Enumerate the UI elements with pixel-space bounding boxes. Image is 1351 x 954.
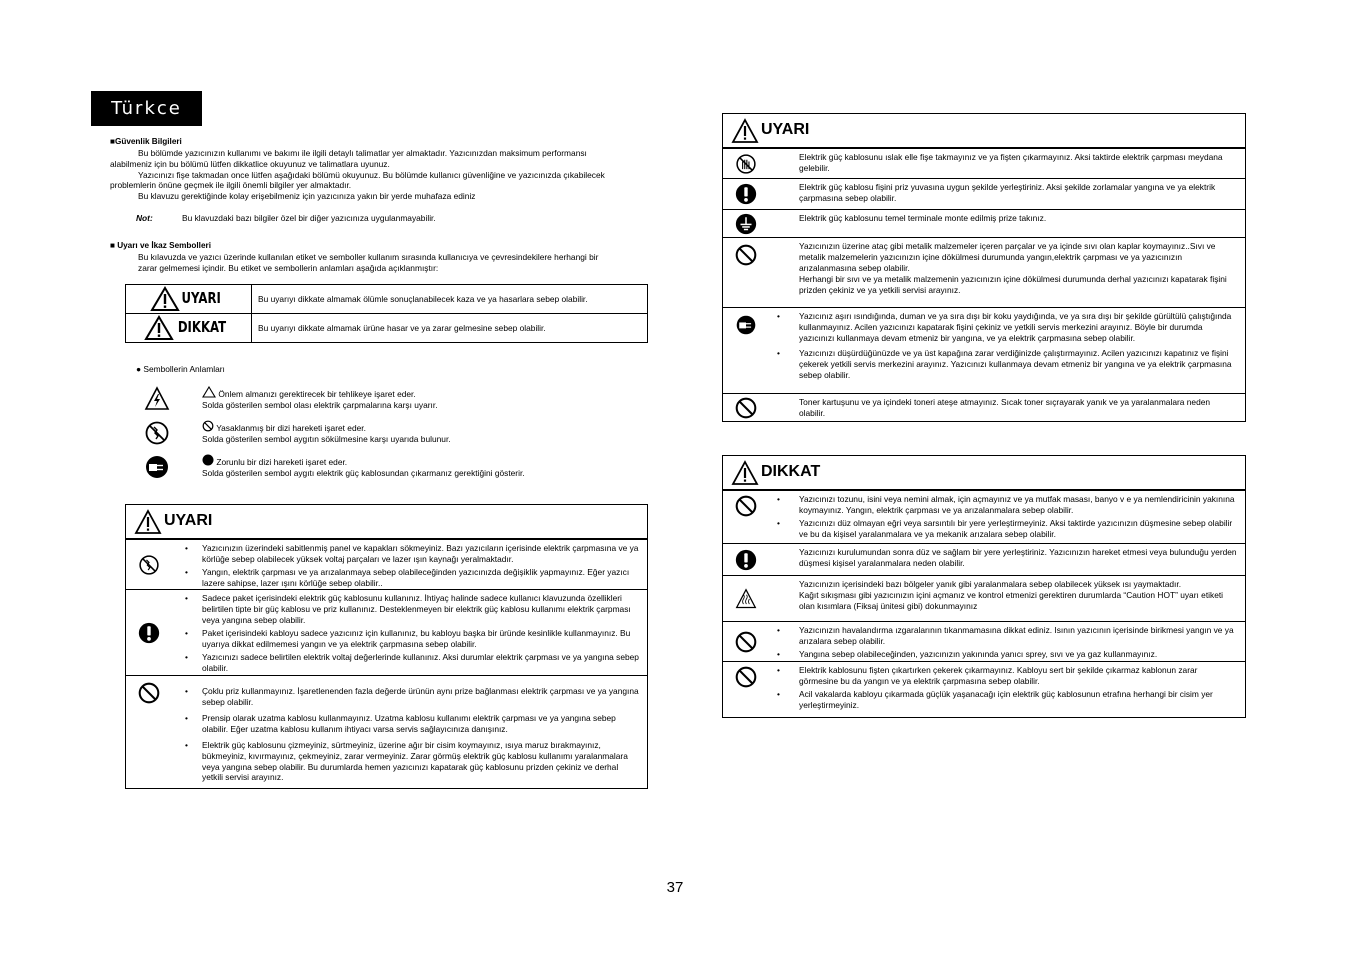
note-text: Bu klavuzdaki bazı bilgiler özel bir diğer yazıcınıza uygulanmayabilir. — [182, 213, 436, 223]
warning-row — [126, 589, 647, 675]
warning-box-title: UYARI — [164, 512, 213, 530]
warning-box-right — [722, 113, 1246, 422]
caution-item: • Yangına sebep olabileceğinden, yazıcınızın yakınında yanıcı sprey, sıvı ve ya gaz kullanmayınız. — [799, 649, 1237, 660]
symbols-line: Bu kılavuzda ve yazıcı üzerinde kullanılan etiket ve semboller kullanım sırasında kullanıcıya ve çevresindekilere herhangi bir — [138, 251, 599, 262]
warning-item: • Yazıcınız aşırı ısındığında, duman ve ya sıra dışı bir koku yaydığında, ve ya sıra dışı bir şekilde gürültülü çalıştığında kullanmayınız. Acilen yazıcınızı kapatarak fişini çekiniz ve yetkili servis merkezini arayınız. Böyle bir durumda yazıcınızı kullanmaya devam etmeniz bir yangına, ve ya elektrik çarpmasına sebep olabilir. — [799, 311, 1237, 344]
intro-line: alabilmeniz için bu bölümü lütfen dikkatlice okuyunuz ve talimatlara uyunuz. — [110, 158, 390, 169]
warning-row — [723, 307, 1245, 393]
caution-box-title: DIKKAT — [761, 463, 821, 481]
caution-row — [723, 543, 1245, 575]
symbol-meanings — [136, 364, 656, 478]
signal-word: DIKKAT — [177, 318, 226, 337]
unplug-icon — [735, 314, 757, 336]
meaning-line: Solda gösterilen sembol aygıtın sökülmesine karşı uyarıda bulunur. — [202, 433, 451, 444]
warning-item: • Sadece paket içerisindeki elektrik güç kablosunu kullanınız. İhtiyaç halinde sadece kullanıcı klavuzunda özellikleri belirtilen tipte bir güç kablosu ve priz kullanınız. Desteklenmeyen bir elektrik güç kablosu kullanımı elektrik çarpması veya yangına sebep olabilir. — [202, 593, 639, 626]
warning-item: • Yangın, elektrik çarpması ve ya arızalanmaya sebep olabileceğinden yazıcınızda değişiklik yapmayınız. Eğer yazıcı lazere sahipse, lazer ışını körlüğe sebep olabilir.. — [202, 567, 639, 589]
caution-row — [723, 575, 1245, 621]
caution-box-header — [723, 456, 1245, 490]
warning-box-header — [126, 505, 647, 539]
warning-item: • Yazıcınızı düşürdüğünüzde ve ya üst kapağına zarar verdiğinizde çalıştırmayınız. Acilen yazıcınızı kapatınız ve fişini çekerek yetkili servis merkezini arayınız. Yazıcınızı kullanmaya devam etmeniz bir yangına ve ya elektrik çarpmasına sebep olabilir. — [799, 348, 1237, 381]
warning-item: • Paket içerisindeki kabloyu sadece yazıcınız için kullanınız, bu kabloyu başka bir üründe kesinlikle kullanmayınız. Bu uyarıya dikkat edilmemesi yangın ve ya elektrik çarpmasına sebep olabilir. — [202, 628, 639, 650]
signal-word: UYARI — [182, 289, 222, 308]
prohibited-icon — [735, 495, 757, 517]
signal-description: Bu uyarıyı dikkate almamak ürüne hasar ve ya zarar gelmesine sebep olabilir. — [252, 314, 648, 343]
signal-word-cell — [126, 314, 252, 343]
prohibited-icon — [735, 244, 757, 266]
page-number: 37 — [666, 879, 684, 896]
warning-row — [723, 209, 1245, 237]
warning-text: Herhangi bir sıvı ve ya metalik malzemenin yazıcınızın içine dökülmesi durumunda derhal yazıcınızı kapatarak fişini prizden çekiniz ve ya yetkili servisi arayınız. — [799, 273, 1227, 295]
warning-text: Toner kartuşunu ve ya içindeki toneri ateşe atmayınız. Sıcak toner sıçrayarak yanık ve ya yaralanmalara neden olabilir. — [799, 397, 1211, 418]
signal-word-cell — [126, 285, 252, 314]
warning-row — [723, 393, 1245, 421]
caution-row — [723, 621, 1245, 661]
symbols-section — [110, 241, 680, 274]
intro-line: Yazıcınızı fişe takmadan once lütfen aşağıdaki bölümü okuyunuz. Bu bölümde kullanıcı güvenliğine ve yazıcınızda çıkabilecek — [138, 169, 605, 180]
no-disassembly-icon — [138, 554, 160, 576]
caution-text: Kağıt sıkışması gibi yazıcınızın içini açmanız ve kontrol etmenizi gerektiren durumlarda “Caution HOT” uyarı etiketi olan kısımlara (Fiksaj ünitesi gibi) dokunmayınız — [799, 589, 1224, 611]
meaning-line: Solda gösterilen sembol aygıtı elektrik güç kablosundan çıkarmanız gerektiğini gösterir. — [202, 467, 525, 478]
hot-surface-icon — [735, 588, 757, 610]
caution-item: • Elektrik kablosunu fişten çıkartırken çekerek çıkarmayınız. Kabloyu sert bir şekilde çıkarmaz kablonun zarar görmesine bu da yangın ve ya elektrik çarpmasına sebep olabilir. — [799, 665, 1237, 687]
caution-item: • Yazıcınızın havalandırma ızgaralarının tıkanmamasına dikkat ediniz. Isının yazıcının içerisinde birikmesi yangın ve ya arızalara sebep olabilir. — [799, 625, 1237, 647]
unplug-icon — [144, 454, 170, 480]
meaning-line: Yasaklanmış bir dizi hareketi işaret eder. — [216, 423, 366, 433]
warning-row — [126, 539, 647, 589]
no-wet-hands-icon — [735, 153, 757, 175]
mandatory-icon — [735, 549, 757, 571]
intro-line: Bu bölümde yazıcınızın kullanımı ve bakımı ile ilgili detaylı talimatlar yer almaktadır. Yazıcınızdan maksimum performansı — [138, 147, 587, 158]
note-label: Not: — [136, 213, 153, 223]
signal-word-table — [125, 284, 648, 343]
meaning-line: Solda gösterilen sembol olası elektrik çarpmalarına karşı uyarır. — [202, 399, 438, 410]
warning-triangle-icon — [150, 286, 180, 312]
symbols-section-title: ■ Uyarı ve İkaz Sembolleri — [110, 241, 211, 250]
meaning-line: Önlem almanızı gerektirecek bir tehlikeye işaret eder. — [218, 389, 416, 399]
prohibited-icon — [735, 397, 757, 419]
warning-box-header — [723, 114, 1245, 148]
ground-icon — [735, 213, 757, 235]
warning-triangle-icon — [134, 509, 162, 535]
warning-item: • Yazıcınızın üzerindeki sabitlenmiş panel ve kapakları sökmeyiniz. Bazı yazıcıların içerisinde elektrik çarpmasına ve ya körlüğe sebep olabilecek yüksek voltaj parçaları ve lazer ışın kaynağı yeralmaktadır. — [202, 543, 639, 565]
signal-row-uyari — [126, 285, 648, 314]
note — [136, 213, 636, 224]
warning-triangle-icon — [731, 460, 759, 486]
caution-text: Yazıcınızın içerisindeki bazı bölgeler yanık gibi yaralanmalara sebep olabilecek yüksek ısı yaymaktadır. — [799, 579, 1182, 589]
warning-item: • Çoklu priz kullanmayınız. İşaretlenenden fazla değerde ürünün aynı prize bağlanması elektrik çarpması ve ya yangına sebep olabilir. — [202, 686, 639, 708]
warning-row — [126, 675, 647, 788]
warning-box-title: UYARI — [761, 121, 810, 139]
caution-item: • Acil vakalarda kabloyu çıkarmada güçlük yaşanacağı için elektrik güç kablosunun etrafına herhangi bir cisim yer yerleştirmeyiniz. — [799, 689, 1237, 711]
no-disassembly-icon — [144, 420, 170, 446]
prohibited-icon — [735, 666, 757, 688]
symbol-meanings-title: ● Sembollerin Anlamları — [136, 364, 225, 374]
warning-item: • Elektrik güç kablosunu çizmeyiniz, sürtmeyiniz, üzerine ağır bir cisim koymayınız, ısıya maruz bırakmayınız, bükmeyiniz, kıvırmayınız, çekmeyiniz, zarar vermeyiniz. Zarar görmüş elektrik güç kablosu kullanımı yaralanmalara veya yangına sebep olabilir. Bu durumlarda hemen yazıcınızı kapatarak güç kablosunu prizden çekiniz ve derhal yetkili servisi arayınız. — [202, 740, 639, 784]
safety-information-section — [110, 137, 680, 202]
warning-text: Elektrik güç kablosu fişini priz yuvasına uygun şekilde yerleştiriniz. Aksi şekilde zorlamalar yangına ve ya elektrik çarpmasına sebep olabilir. — [799, 182, 1216, 203]
caution-item: • Yazıcınızı tozunu, isini veya nemini almak, için açmayınız ve ya mutfak masası, banyo v e ya nemlendiricinin yakınına koymayınız. Yangın, elektrik çarpması ve ya arızalanmalara sebep olabilir. — [799, 494, 1237, 516]
intro-line: problemlerin önüne geçmek ile ilgili önemli bilgiler yer almaktadır. — [110, 180, 352, 191]
warning-text: Elektrik güç kablosunu ıslak elle fişe takmayınız ve ya fişten çıkarmayınız. Aksi taktirde elektrik çarpması meydana gelebilir. — [799, 152, 1223, 173]
signal-description: Bu uyarıyı dikkate almamak ölümle sonuçlanabilecek kaza ve ya hasarlara sebep olabilir. — [252, 285, 648, 314]
symbols-line: zarar gelmemesi içindir. Bu etiket ve sembollerin anlamları aşağıda açıklanmıştır: — [138, 262, 439, 273]
mandatory-small-icon — [202, 454, 214, 466]
warning-triangle-icon — [144, 315, 174, 341]
caution-row — [723, 661, 1245, 717]
intro-line: Bu klavuzu gerektiğinde kolay erişebilmeniz için yazıcınıza yakın bir yerde muhafaza ediniz — [138, 191, 476, 202]
caution-box-right — [722, 455, 1246, 718]
warning-triangle-icon — [731, 118, 759, 144]
warning-item: • Prensip olarak uzatma kablosu kullanmayınız. Uzatma kablosu kullanımı elektrik çarpması ve ya yangına sebep olabilir. Eğer uzatma kablosu kullanım ihtiyacı varsa servis sağlayıcınıza danışınız. — [202, 713, 639, 735]
caution-text: Yazıcınızı kurulumundan sonra düz ve sağlam bir yere yerleştiriniz. Yazıcınızın hareket etmesi veya bulunduğu yerden düşmesi kişisel yaralanmalara neden olabilir. — [799, 547, 1237, 568]
signal-row-dikkat — [126, 314, 648, 343]
meaning-line: Zorunlu bir dizi hareketi işaret eder. — [216, 457, 348, 467]
warning-row — [723, 178, 1245, 209]
warning-item: • Yazıcınızı sadece belirtilen elektrik voltaj değerlerinde kullanınız. Aksi durumlar elektrik çarpması ve ya yangına sebep olabilir. — [202, 652, 639, 674]
prohibited-icon — [138, 682, 160, 704]
language-tab: Türkce — [91, 91, 202, 126]
safety-information-title: ■Güvenlik Bilgileri — [110, 137, 182, 146]
warning-row — [723, 148, 1245, 178]
caution-row — [723, 490, 1245, 543]
prohibited-icon — [735, 631, 757, 653]
prohibited-small-icon — [202, 420, 214, 432]
caution-item: • Yazıcınızı düz olmayan eğri veya sarsıntılı bir yere yerleştirmeyiniz. Aksi taktirde yazıcınızın düşmesine sebep olabilir ve bu da kişisel yaralanmalara ve ya mekanik arızalara sebep olabilir. — [799, 518, 1237, 540]
warning-row — [723, 237, 1245, 307]
mandatory-icon — [735, 183, 757, 205]
warning-text: Elektrik güç kablosunu temel terminale monte edilmiş prize takınız. — [799, 213, 1047, 223]
warning-box-left — [125, 504, 648, 789]
warning-text: Yazıcınızın üzerine ataç gibi metalik malzemeler içeren parçalar ve ya içinde sıvı olan kaplar koymayınız..Sıvı ve metalik malzemelerin yazıcınızın içine dökülmesi durumunda yangın,elektrik çarpması ve ya yazıcınızın arızalanmasına sebep olabilir. — [799, 241, 1216, 273]
electric-shock-icon — [144, 386, 170, 412]
caution-triangle-icon — [202, 386, 216, 398]
mandatory-icon — [138, 622, 160, 644]
